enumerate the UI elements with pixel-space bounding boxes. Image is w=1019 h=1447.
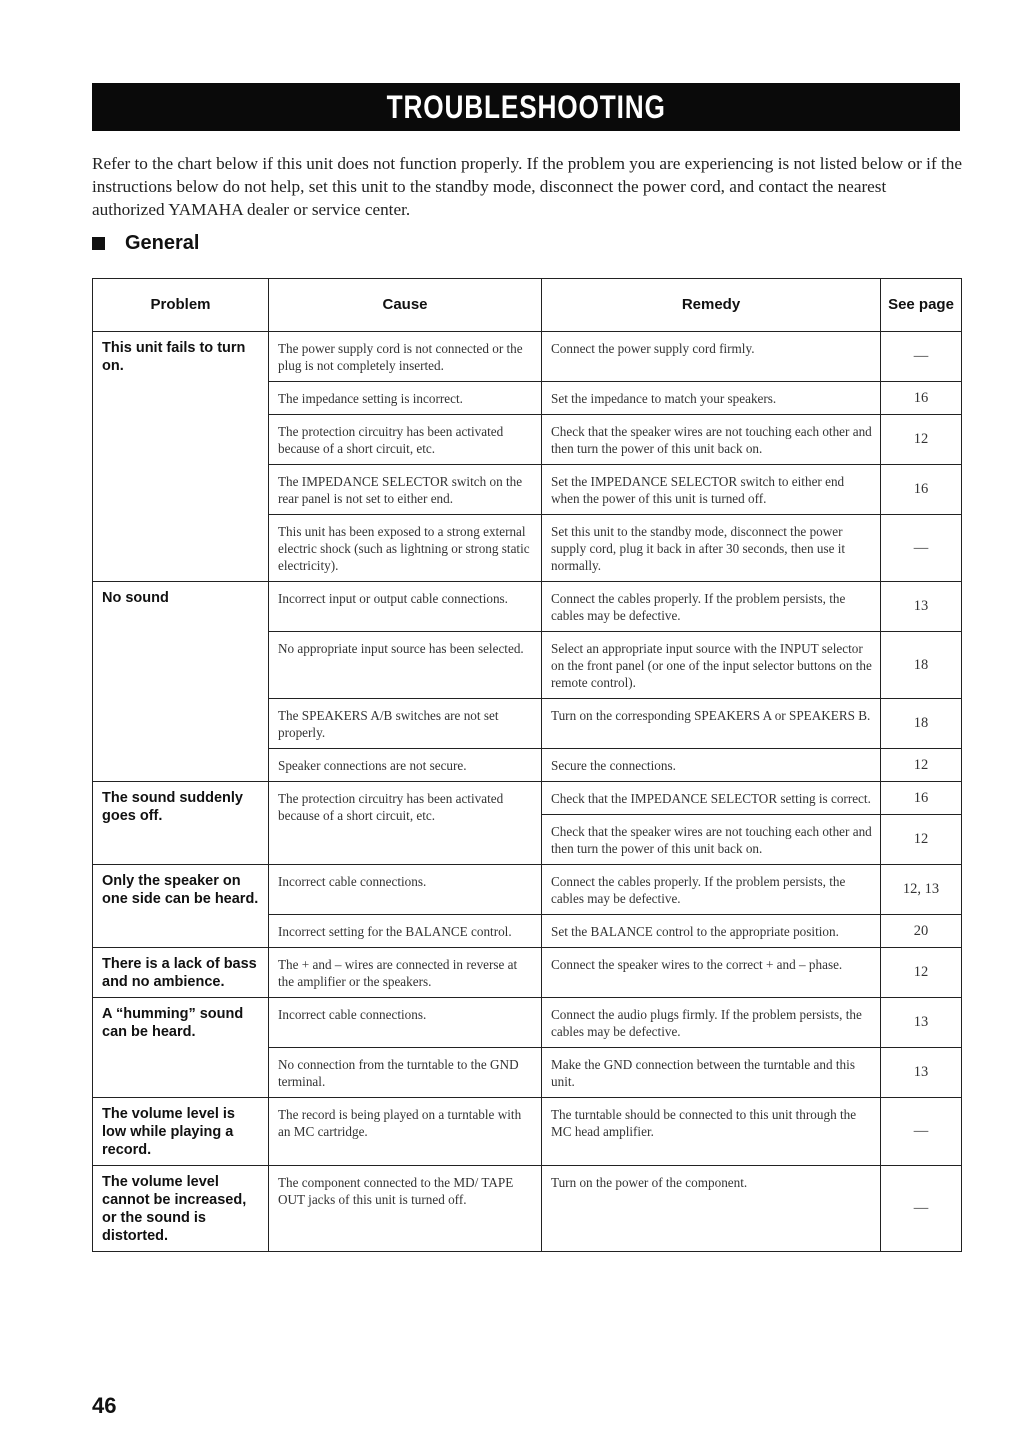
intro-paragraph: Refer to the chart below if this unit does not function properly. If the problem you are experiencing is not listed below or if the instructions below do not help, set this unit to the standby mode, disconnect the power cord, and contact the nearest authorized YAMAHA dealer or service center. — [92, 154, 962, 219]
cause-cell: Incorrect setting for the BALANCE control. — [269, 915, 542, 948]
page-cell: 12, 13 — [881, 865, 962, 915]
remedy-cell: Set the BALANCE control to the appropriate position. — [542, 915, 881, 948]
cause-cell: The SPEAKERS A/B switches are not set properly. — [269, 699, 542, 749]
header-problem: Problem — [93, 279, 269, 332]
page-cell: 18 — [881, 699, 962, 749]
remedy-cell: Set this unit to the standby mode, disconnect the power supply cord, plug it back in after 30 seconds, then use it normally. — [542, 515, 881, 582]
troubleshooting-table — [92, 278, 962, 1252]
cause-cell: The component connected to the MD/ TAPE OUT jacks of this unit is turned off. — [269, 1166, 542, 1252]
problem-cell: Only the speaker on one side can be heard. — [93, 865, 269, 948]
remedy-cell: Check that the speaker wires are not touching each other and then turn the power of this unit back on. — [542, 415, 881, 465]
remedy-cell: Connect the power supply cord firmly. — [542, 332, 881, 382]
bullet-square-icon — [92, 237, 105, 250]
table-row — [93, 582, 962, 632]
page-cell: 16 — [881, 782, 962, 815]
page-cell: 12 — [881, 749, 962, 782]
section-title: General — [125, 232, 200, 254]
problem-cell: A “humming” sound can be heard. — [93, 998, 269, 1098]
page-cell: — — [881, 515, 962, 582]
cause-cell: The protection circuitry has been activated because of a short circuit, etc. — [269, 415, 542, 465]
page-cell: 13 — [881, 1048, 962, 1098]
page-cell: 16 — [881, 465, 962, 515]
remedy-cell: Connect the cables properly. If the problem persists, the cables may be defective. — [542, 865, 881, 915]
remedy-cell: Turn on the corresponding SPEAKERS A or SPEAKERS B. — [542, 699, 881, 749]
remedy-cell: Select an appropriate input source with the INPUT selector on the front panel (or one of the input selector buttons on the remote control). — [542, 632, 881, 699]
cause-cell: Speaker connections are not secure. — [269, 749, 542, 782]
page-cell: 18 — [881, 632, 962, 699]
cause-cell: The power supply cord is not connected or the plug is not completely inserted. — [269, 332, 542, 382]
problem-cell: There is a lack of bass and no ambience. — [93, 948, 269, 998]
section-heading — [92, 232, 199, 255]
page-cell: — — [881, 1098, 962, 1166]
page-title-bar — [92, 83, 960, 131]
cause-cell: No appropriate input source has been selected. — [269, 632, 542, 699]
page-cell: — — [881, 332, 962, 382]
cause-cell: The + and – wires are connected in reverse at the amplifier or the speakers. — [269, 948, 542, 998]
problem-cell: No sound — [93, 582, 269, 782]
header-cause: Cause — [269, 279, 542, 332]
table-row — [93, 1166, 962, 1252]
page-cell: 12 — [881, 948, 962, 998]
page-number: 46 — [92, 1393, 117, 1418]
page-cell: 13 — [881, 998, 962, 1048]
page-cell: 20 — [881, 915, 962, 948]
remedy-cell: Make the GND connection between the turntable and this unit. — [542, 1048, 881, 1098]
cause-cell: Incorrect input or output cable connections. — [269, 582, 542, 632]
remedy-cell: Connect the speaker wires to the correct + and – phase. — [542, 948, 881, 998]
page-title: TROUBLESHOOTING — [386, 88, 666, 125]
remedy-cell: Connect the cables properly. If the problem persists, the cables may be defective. — [542, 582, 881, 632]
table-row — [93, 782, 962, 815]
table-row — [93, 332, 962, 382]
remedy-cell: Set the impedance to match your speakers. — [542, 382, 881, 415]
problem-cell: The volume level is low while playing a record. — [93, 1098, 269, 1166]
table-row — [93, 948, 962, 998]
problem-cell: The sound suddenly goes off. — [93, 782, 269, 865]
cause-cell: Incorrect cable connections. — [269, 865, 542, 915]
cause-cell: The record is being played on a turntable with an MC cartridge. — [269, 1098, 542, 1166]
page-cell: 12 — [881, 815, 962, 865]
remedy-cell: The turntable should be connected to this unit through the MC head amplifier. — [542, 1098, 881, 1166]
cause-cell: The protection circuitry has been activated because of a short circuit, etc. — [269, 782, 542, 865]
remedy-cell: Connect the audio plugs firmly. If the problem persists, the cables may be defective. — [542, 998, 881, 1048]
page-cell: 12 — [881, 415, 962, 465]
page-cell: — — [881, 1166, 962, 1252]
page-cell: 16 — [881, 382, 962, 415]
problem-cell: The volume level cannot be increased, or the sound is distorted. — [93, 1166, 269, 1252]
table-row — [93, 1098, 962, 1166]
remedy-cell: Check that the speaker wires are not touching each other and then turn the power of this unit back on. — [542, 815, 881, 865]
remedy-cell: Turn on the power of the component. — [542, 1166, 881, 1252]
table-header-row — [93, 279, 962, 332]
remedy-cell: Check that the IMPEDANCE SELECTOR setting is correct. — [542, 782, 881, 815]
remedy-cell: Secure the connections. — [542, 749, 881, 782]
table-row — [93, 998, 962, 1048]
cause-cell: Incorrect cable connections. — [269, 998, 542, 1048]
remedy-cell: Set the IMPEDANCE SELECTOR switch to either end when the power of this unit is turned off. — [542, 465, 881, 515]
page-cell: 13 — [881, 582, 962, 632]
cause-cell: The IMPEDANCE SELECTOR switch on the rear panel is not set to either end. — [269, 465, 542, 515]
cause-cell: This unit has been exposed to a strong external electric shock (such as lightning or strong static electricity). — [269, 515, 542, 582]
cause-cell: No connection from the turntable to the GND terminal. — [269, 1048, 542, 1098]
table-row — [93, 865, 962, 915]
header-remedy: Remedy — [542, 279, 881, 332]
problem-cell: This unit fails to turn on. — [93, 332, 269, 582]
cause-cell: The impedance setting is incorrect. — [269, 382, 542, 415]
header-see-page: See page — [881, 279, 962, 332]
